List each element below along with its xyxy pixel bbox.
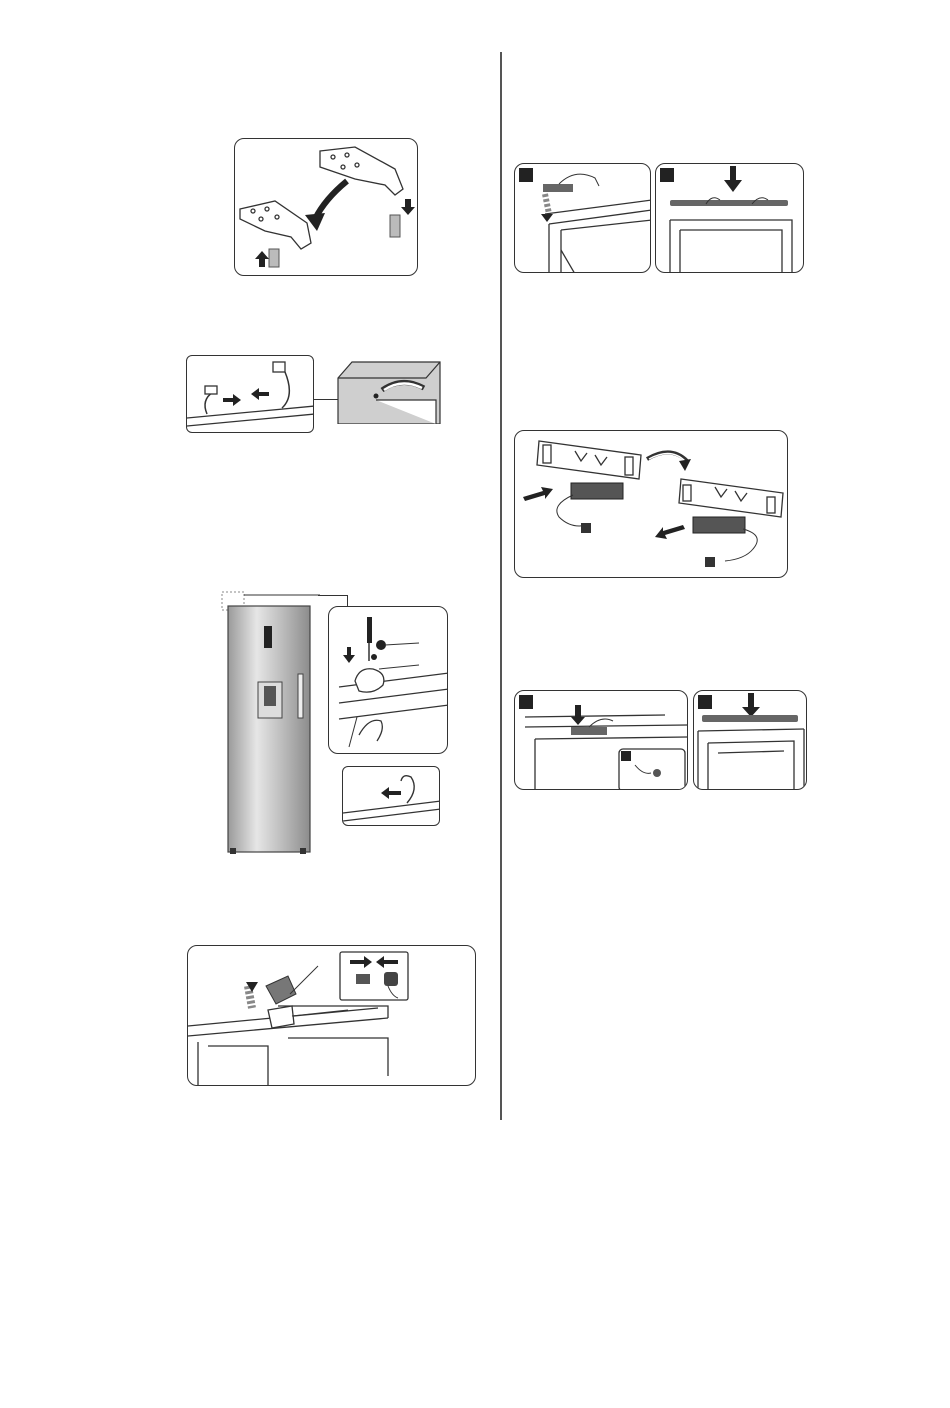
cable-route-icon: [343, 767, 440, 826]
door-cable-release-figure: [186, 355, 314, 433]
column-divider: [500, 52, 502, 1120]
screwdriver-icon: [329, 607, 448, 754]
callout-line: [318, 595, 348, 596]
trim-press-down-icon: [694, 691, 807, 790]
cable-route-detail-figure: [342, 766, 440, 826]
top-trim-removal-panel-2: [655, 163, 804, 273]
top-trim-refit-panel-1: [514, 690, 688, 790]
fridge-icon: [220, 590, 320, 858]
trim-press-icon: [656, 164, 804, 273]
connector-module-transfer-figure: [514, 430, 788, 578]
top-trim-refit-panel-2: [693, 690, 807, 790]
connector-cover-fit-figure: [187, 945, 476, 1086]
trim-slide-icon: [515, 691, 688, 790]
hinge-plates-icon: [235, 139, 418, 276]
fridge-overview: [220, 590, 320, 858]
connector-cover-icon: [188, 946, 476, 1086]
top-trim-removal-panel-1: [514, 163, 651, 273]
cabinet-top-sketch: [336, 360, 442, 424]
module-swap-icon: [515, 431, 788, 578]
hinge-swap-figure: [234, 138, 418, 276]
hinge-screw-detail-figure: [328, 606, 448, 754]
trim-lift-icon: [515, 164, 651, 273]
cable-clip-icon: [187, 356, 314, 433]
cabinet-top-icon: [336, 360, 442, 424]
